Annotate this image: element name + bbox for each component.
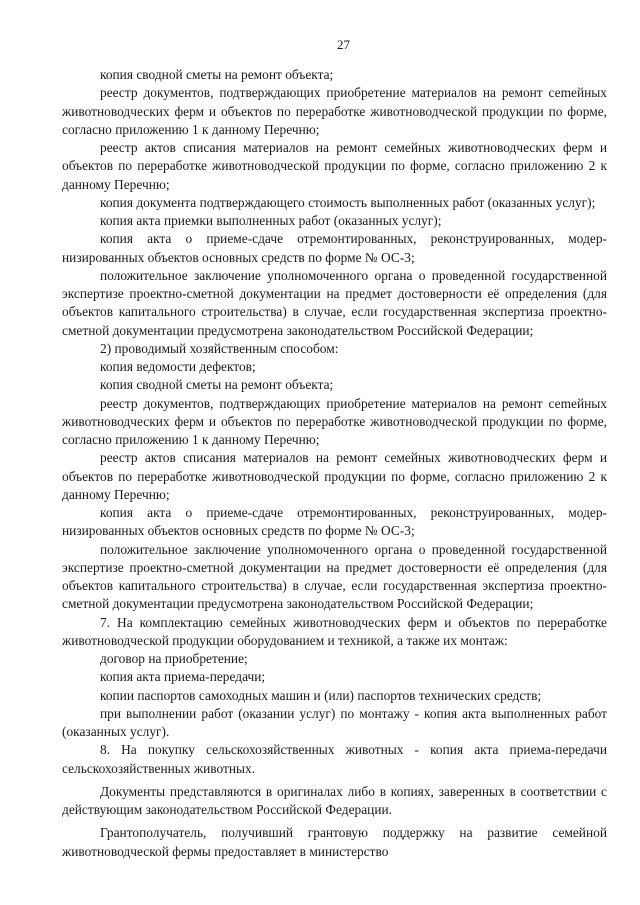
document-body: [62, 66, 607, 861]
page-number: 27: [337, 37, 350, 52]
paragraph: копии паспортов самоходных машин и (или) паспортов технических средств;: [100, 687, 542, 703]
paragraph: при выполнении работ (оказании услуг) по монтажу - копия акта выполненных работ (оказанных услуг).: [62, 705, 607, 739]
paragraph: копия сводной сметы на ремонт объекта;: [100, 67, 334, 82]
paragraph: копия ведомости дефектов;: [100, 359, 256, 374]
paragraph: копия акта приема-передачи;: [100, 669, 266, 685]
paragraph: 8. На покупку сельскохозяйственных животных - копия акта приема-передачи сельскохозяйственных животных.: [62, 742, 607, 776]
paragraph: реестр документов, подтверждающих приобретение материалов на ремонт сеmейных животноводческих ферм и объектов по переработке животноводческой продукции по форме, согласно приложению 1 к данному Перечню;: [62, 395, 607, 447]
paragraph: реестр актов списания материалов на ремонт семейных животноводческих ферм и объектов по переработке животноводческой продукции по форме, согласно приложению 2 к данному Перечню;: [62, 140, 607, 192]
paragraph: Грантополучатель, получивший грантовую поддержку на развитие семейной животноводческой фермы предоставляет в министерство: [62, 825, 607, 859]
paragraph: договор на приобретение;: [100, 651, 248, 666]
paragraph: копия акта о приеме-сдаче отремонтированных, реконструированных, модернизированных объектов основных средств по форме № ОС-3;: [62, 505, 607, 539]
paragraph: копия сводной сметы на ремонт объекта;: [100, 377, 334, 393]
paragraph: реестр документов, подтверждающих приобретение материалов на ремонт сеmейных животноводческих ферм и объектов по переработке животноводческой продукции по форме, согласно приложению 1 к данному Перечню;: [62, 85, 607, 137]
paragraph: копия акта о приеме-сдаче отремонтированных, реконструированных, модернизированных объектов основных средств по форме № ОС-3;: [62, 231, 607, 265]
paragraph: 2) проводимый хозяйственным способом:: [100, 340, 339, 356]
paragraph: копия акта приемки выполненных работ (оказанных услуг);: [100, 213, 442, 228]
paragraph: реестр актов списания материалов на ремонт семейных животноводческих ферм и объектов по переработке животноводческой продукции по форме, согласно приложению 2 к данному Перечню;: [62, 450, 607, 502]
paragraph: копия документа подтверждающего стоимость выполненных работ (оказанных услуг);: [100, 194, 596, 210]
paragraph: положительное заключение уполномоченного органа о проведенной государственной экспертизе проектно-сметной документации на предмет достоверности её определения (для объектов капитального строительства) в случае, если государственная экспертиза проектно-сметной документации предусмотрена законодательством Российской Федерации;: [62, 541, 607, 612]
paragraph: положительное заключение уполномоченного органа о проведенной государственной экспертизе проектно-сметной документации на предмет достоверности её определения (для объектов капитального строительства) в случае, если государственная экспертиза проектно-сметной документации предусмотрена законодательством Российской Федерации;: [62, 267, 607, 338]
paragraph: 7. На комплектацию семейных животноводческих ферм и объектов по переработке животноводческой продукции оборудованием и техникой, а также их монтаж:: [62, 614, 607, 648]
paragraph: Документы представляются в оригиналах либо в копиях, заверенных в соответствии с действующим законодательством Российской Федерации.: [62, 783, 607, 817]
